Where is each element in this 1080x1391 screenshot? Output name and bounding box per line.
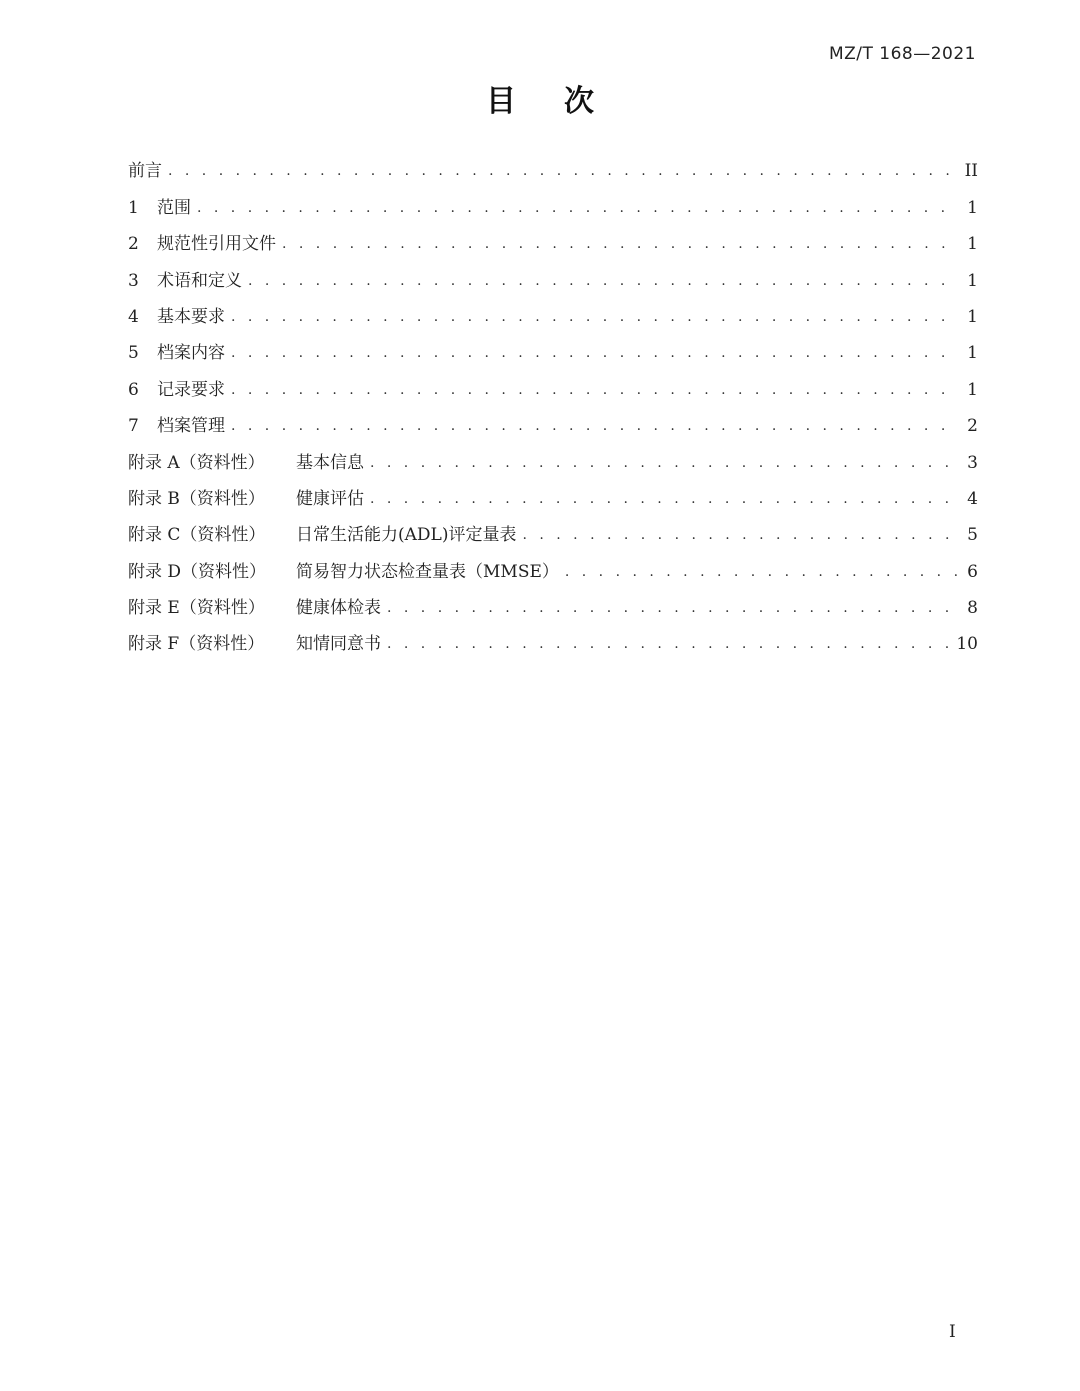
toc-entry-archive-management[interactable]: [128, 408, 978, 444]
toc-entry-label: [128, 372, 225, 408]
toc-entry-title: 术语和定义: [157, 270, 242, 291]
toc-entry-label: [128, 445, 364, 481]
toc-entry-title: 简易智力状态检查量表（MMSE）: [296, 561, 559, 582]
toc-entry-label: [128, 590, 381, 626]
toc-entry-label: [128, 226, 276, 262]
toc-entry-label: [128, 335, 225, 371]
toc-entry-number: 3: [128, 270, 139, 291]
toc-dot-leader: [231, 335, 958, 371]
toc-entry-label: [128, 626, 381, 662]
toc-entry-number: 1: [128, 197, 139, 218]
toc-entry-page: 1: [967, 234, 978, 255]
toc-entry-title: 前言: [128, 161, 162, 182]
toc-entry-title: 健康评估: [296, 488, 364, 509]
toc-entry-title: 档案内容: [157, 343, 225, 364]
toc-appendix-prefix: 附录 A（资料性）: [128, 452, 265, 473]
toc-entry-page: II: [964, 161, 978, 182]
toc-entry-title: 健康体检表: [296, 598, 381, 619]
toc-dot-leader: [197, 190, 958, 226]
standard-code: MZ/T 168—2021: [828, 44, 976, 64]
toc-dot-leader: [565, 554, 958, 590]
toc-dot-leader: [231, 408, 958, 444]
toc-entry-foreword[interactable]: [128, 153, 978, 189]
toc-entry-title: 范围: [157, 197, 191, 218]
toc-appendix-prefix: 附录 E（资料性）: [128, 598, 265, 619]
toc-entry-page: 1: [967, 343, 978, 364]
toc-entry-number: 7: [128, 416, 139, 437]
toc-entry-label: [128, 153, 162, 189]
toc-appendix-prefix: 附录 F（资料性）: [128, 634, 265, 655]
page-number: I: [949, 1322, 956, 1342]
toc-entry-title: 知情同意书: [296, 634, 381, 655]
toc-entry-appendix-e[interactable]: [128, 590, 978, 626]
toc-entry-page: 8: [967, 598, 978, 619]
toc-entry-title: 基本要求: [157, 306, 225, 327]
toc-entry-number: 5: [128, 343, 139, 364]
toc-appendix-prefix: 附录 C（资料性）: [128, 525, 266, 546]
toc-dot-leader: [370, 481, 958, 517]
toc-entry-terms-definitions[interactable]: [128, 262, 978, 298]
toc-entry-title: 档案管理: [157, 416, 225, 437]
toc-entry-record-requirements[interactable]: [128, 371, 978, 407]
toc-entry-label: [128, 299, 225, 335]
toc-entry-title: 记录要求: [157, 379, 225, 400]
toc-appendix-prefix: 附录 B（资料性）: [128, 488, 265, 509]
toc-entry-appendix-b[interactable]: [128, 481, 978, 517]
toc-entry-page: 5: [967, 525, 978, 546]
toc-entry-normative-references[interactable]: [128, 226, 978, 262]
toc-entry-page: 2: [967, 416, 978, 437]
toc-dot-leader: [168, 153, 957, 189]
toc-dot-leader: [231, 372, 958, 408]
toc-dot-leader: [248, 263, 958, 299]
toc-dot-leader: [387, 626, 948, 662]
toc-entry-label: [128, 554, 559, 590]
toc-entry-title: 日常生活能力(ADL)评定量表: [296, 525, 517, 546]
toc-entry-label: [128, 408, 225, 444]
toc-entry-title: 规范性引用文件: [157, 234, 276, 255]
table-of-contents: [128, 153, 978, 662]
toc-entry-page: 4: [967, 488, 978, 509]
toc-dot-leader: [387, 590, 958, 626]
toc-entry-page: 1: [967, 197, 978, 218]
toc-entry-label: [128, 190, 191, 226]
toc-dot-leader: [370, 445, 958, 481]
toc-entry-page: 1: [967, 270, 978, 291]
toc-entry-page: 3: [967, 452, 978, 473]
toc-entry-page: 1: [967, 306, 978, 327]
toc-entry-title: 基本信息: [296, 452, 364, 473]
toc-entry-appendix-f[interactable]: [128, 626, 978, 662]
toc-entry-appendix-a[interactable]: [128, 444, 978, 480]
page-title-char-2: 次: [564, 84, 594, 119]
toc-dot-leader: [282, 226, 958, 262]
toc-entry-scope[interactable]: [128, 189, 978, 225]
toc-entry-page: 6: [967, 561, 978, 582]
page-title: [0, 76, 1080, 120]
toc-entry-number: 4: [128, 306, 139, 327]
toc-entry-appendix-c[interactable]: [128, 517, 978, 553]
toc-dot-leader: [231, 299, 958, 335]
toc-entry-label: [128, 481, 364, 517]
toc-entry-label: [128, 263, 242, 299]
toc-entry-archive-content[interactable]: [128, 335, 978, 371]
page-title-char-1: 目: [486, 84, 516, 119]
toc-entry-basic-requirements[interactable]: [128, 299, 978, 335]
toc-entry-appendix-d[interactable]: [128, 553, 978, 589]
toc-entry-number: 6: [128, 379, 139, 400]
toc-appendix-prefix: 附录 D（资料性）: [128, 561, 267, 582]
toc-entry-page: 10: [956, 634, 978, 655]
toc-entry-page: 1: [967, 379, 978, 400]
toc-dot-leader: [522, 517, 958, 553]
toc-entry-label: [128, 517, 516, 553]
toc-entry-number: 2: [128, 234, 139, 255]
